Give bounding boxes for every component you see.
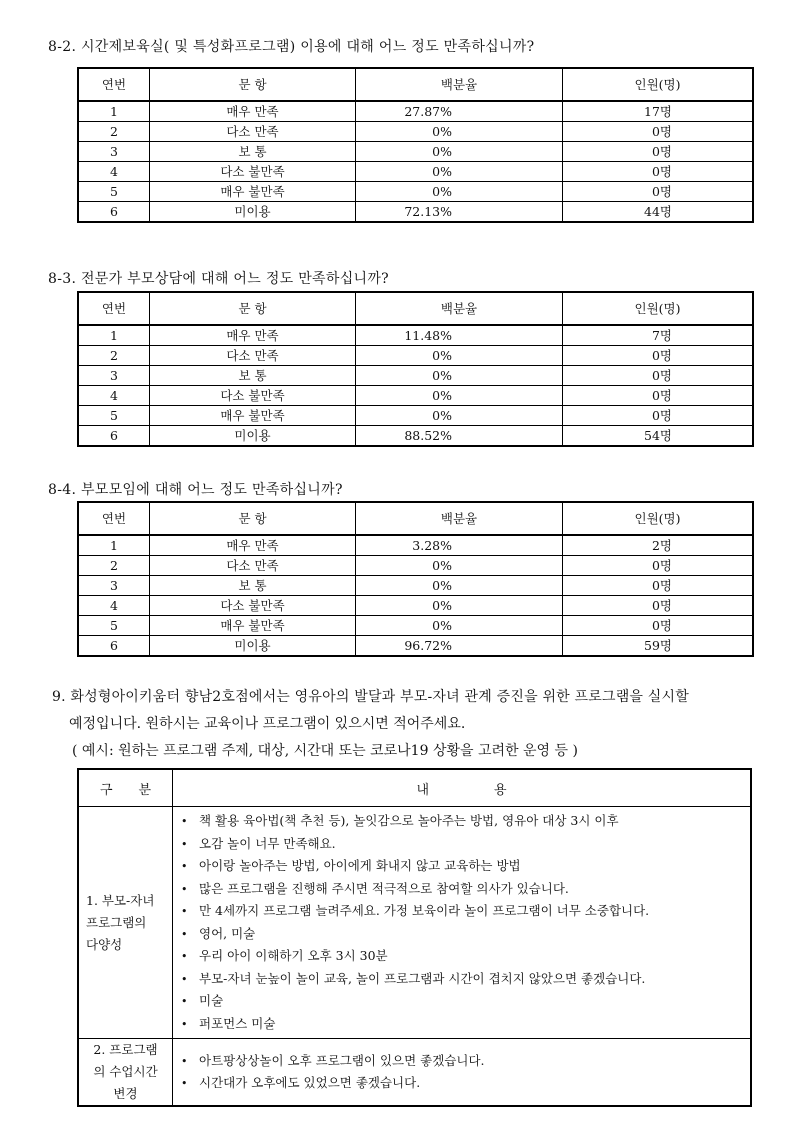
row-label: 매우 불만족 — [150, 616, 356, 636]
row-no: 2 — [78, 122, 150, 142]
bullet-icon: • — [181, 882, 188, 896]
list-item — [181, 855, 750, 878]
section-title-8-3: 8-3. 전문가 부모상담에 대해 어느 정도 만족하십니까? — [48, 271, 389, 287]
table-row — [78, 142, 753, 162]
section-title-8-2: 8-2. 시간제보육실( 및 특성화프로그램) 이용에 대해 어느 정도 만족하십니까? — [48, 39, 535, 55]
header-item: 문 항 — [150, 292, 356, 325]
question-9-line-1: 9. 화성형아이키움터 향남2호점에서는 영유아의 발달과 부모-자녀 관계 증진을 위한 프로그램을 실시할 — [52, 689, 689, 705]
row-percent: 27.87% — [356, 101, 563, 122]
row-no: 1 — [78, 535, 150, 556]
section-title-8-4: 8-4. 부모모임에 대해 어느 정도 만족하십니까? — [48, 482, 343, 498]
survey-table-8-4 — [77, 501, 754, 657]
bullet-icon: • — [181, 927, 188, 941]
question-9 — [52, 684, 772, 765]
row-label: 보 통 — [150, 576, 356, 596]
list-item — [181, 945, 750, 968]
list-item — [181, 833, 750, 856]
list-item — [181, 1013, 750, 1036]
content-cell — [173, 807, 752, 1039]
row-count: 2명 — [563, 535, 754, 556]
row-no: 2 — [78, 556, 150, 576]
table-row — [78, 182, 753, 202]
list-item-text: 아이랑 놀아주는 방법, 아이에게 화내지 않고 교육하는 방법 — [199, 858, 521, 873]
bullet-icon: • — [181, 972, 188, 986]
list-item-text: 많은 프로그램을 진행해 주시면 적극적으로 참여할 의사가 있습니다. — [199, 880, 569, 896]
table-row — [78, 576, 753, 596]
row-count: 17명 — [563, 101, 754, 122]
row-no: 4 — [78, 596, 150, 616]
list-item-text: 퍼포먼스 미술 — [199, 1015, 276, 1031]
row-label: 매우 불만족 — [150, 182, 356, 202]
comment-list — [173, 807, 750, 1038]
category-line: 변경 — [113, 1086, 138, 1101]
row-no: 4 — [78, 386, 150, 406]
list-item-text: 오감 놀이 너무 만족해요. — [199, 835, 336, 851]
row-no: 4 — [78, 162, 150, 182]
category-cell — [78, 807, 173, 1039]
row-label: 보 통 — [150, 366, 356, 386]
row-label: 다소 불만족 — [150, 162, 356, 182]
row-label: 매우 만족 — [150, 535, 356, 556]
row-no: 6 — [78, 636, 150, 657]
table-row — [78, 616, 753, 636]
row-count: 7명 — [563, 325, 754, 346]
row-percent: 0% — [356, 556, 563, 576]
table-row — [78, 406, 753, 426]
survey-table-8-3 — [77, 291, 754, 447]
row-count: 0명 — [563, 122, 754, 142]
row-count: 0명 — [563, 406, 754, 426]
row-percent: 0% — [356, 386, 563, 406]
row-count: 0명 — [563, 556, 754, 576]
row-percent: 0% — [356, 616, 563, 636]
bullet-icon: • — [181, 1054, 188, 1068]
question-9-line-2: 예정입니다. 원하시는 교육이나 프로그램이 있으시면 적어주세요. — [69, 716, 466, 732]
bullet-icon: • — [181, 1017, 188, 1031]
comment-group — [78, 1039, 751, 1107]
category-line: 1. 부모-자녀 — [86, 892, 155, 908]
row-percent: 0% — [356, 576, 563, 596]
row-count: 54명 — [563, 426, 754, 447]
list-item-text: 우리 아이 이해하기 오후 3시 30분 — [199, 948, 388, 963]
bullet-icon: • — [181, 815, 188, 828]
list-item — [181, 1072, 750, 1095]
table-row — [78, 426, 753, 447]
row-label: 매우 만족 — [150, 325, 356, 346]
header-count: 인원(명) — [563, 502, 754, 535]
row-percent: 0% — [356, 406, 563, 426]
row-no: 1 — [78, 101, 150, 122]
row-no: 6 — [78, 202, 150, 223]
list-item-text: 만 4세까지 프로그램 늘려주세요. 가정 보육이라 놀이 프로그램이 너무 소중합니다. — [199, 903, 650, 918]
row-percent: 0% — [356, 142, 563, 162]
header-percent: 백분율 — [356, 502, 563, 535]
table-row — [78, 366, 753, 386]
comment-list — [173, 1047, 750, 1098]
list-item-text: 책 활용 육아법(책 추천 등), 놀잇감으로 놀아주는 방법, 영유아 대상 3시 이후 — [199, 813, 619, 828]
list-item — [181, 968, 750, 991]
list-item — [181, 878, 750, 901]
list-item — [181, 810, 750, 833]
row-label: 다소 만족 — [150, 122, 356, 142]
row-count: 0명 — [563, 182, 754, 202]
bullet-icon: • — [181, 1077, 188, 1090]
header-percent: 백분율 — [356, 68, 563, 101]
row-percent: 0% — [356, 122, 563, 142]
row-no: 1 — [78, 325, 150, 346]
row-count: 0명 — [563, 346, 754, 366]
category-line: 2. 프로그램 — [93, 1042, 158, 1057]
table-header-row — [78, 292, 753, 325]
table-row — [78, 101, 753, 122]
row-label: 다소 불만족 — [150, 596, 356, 616]
category-line: 의 수업시간 — [93, 1064, 158, 1079]
row-label: 매우 만족 — [150, 101, 356, 122]
row-no: 3 — [78, 366, 150, 386]
row-label: 미이용 — [150, 202, 356, 223]
header-item: 문 항 — [150, 502, 356, 535]
table-row — [78, 596, 753, 616]
survey-table-8-2 — [77, 67, 754, 223]
header-content: 내 용 — [173, 769, 752, 807]
header-count: 인원(명) — [563, 292, 754, 325]
row-count: 59명 — [563, 636, 754, 657]
table-row — [78, 202, 753, 223]
category-cell — [78, 1039, 173, 1107]
category-line: 다양성 — [86, 936, 123, 952]
list-item — [181, 900, 750, 923]
row-count: 0명 — [563, 366, 754, 386]
row-label: 다소 불만족 — [150, 386, 356, 406]
comments-table — [77, 768, 752, 1107]
table-header-row — [78, 68, 753, 101]
table-row — [78, 556, 753, 576]
row-label: 매우 불만족 — [150, 406, 356, 426]
row-label: 다소 만족 — [150, 346, 356, 366]
row-label: 미이용 — [150, 636, 356, 657]
bullet-icon: • — [181, 837, 188, 851]
row-count: 44명 — [563, 202, 754, 223]
row-percent: 0% — [356, 366, 563, 386]
header-count: 인원(명) — [563, 68, 754, 101]
row-count: 0명 — [563, 162, 754, 182]
question-9-example: ( 예시: 원하는 프로그램 주제, 대상, 시간대 또는 코로나19 상황을 고려한 운영 등 ) — [72, 743, 578, 759]
row-no: 6 — [78, 426, 150, 447]
row-label: 미이용 — [150, 426, 356, 447]
row-percent: 0% — [356, 346, 563, 366]
comment-group — [78, 807, 751, 1039]
content-cell — [173, 1039, 752, 1107]
list-item-text: 시간대가 오후에도 있었으면 좋겠습니다. — [199, 1075, 421, 1090]
list-item-text: 미술 — [199, 993, 224, 1008]
bullet-icon: • — [181, 905, 188, 918]
table-row — [78, 325, 753, 346]
list-item — [181, 1050, 750, 1073]
table-header-row — [78, 502, 753, 535]
row-count: 0명 — [563, 142, 754, 162]
row-count: 0명 — [563, 596, 754, 616]
row-no: 5 — [78, 406, 150, 426]
row-no: 3 — [78, 142, 150, 162]
list-item-text: 아트팡상상놀이 오후 프로그램이 있으면 좋겠습니다. — [199, 1052, 485, 1068]
row-percent: 3.28% — [356, 535, 563, 556]
category-line: 프로그램의 — [86, 914, 147, 930]
row-percent: 0% — [356, 182, 563, 202]
row-count: 0명 — [563, 386, 754, 406]
row-percent: 72.13% — [356, 202, 563, 223]
table-row — [78, 162, 753, 182]
row-no: 2 — [78, 346, 150, 366]
table-row — [78, 122, 753, 142]
header-no: 연번 — [78, 292, 150, 325]
header-no: 연번 — [78, 502, 150, 535]
bullet-icon: • — [181, 950, 188, 963]
row-percent: 96.72% — [356, 636, 563, 657]
row-no: 3 — [78, 576, 150, 596]
list-item — [181, 923, 750, 946]
table-row — [78, 636, 753, 657]
table-row — [78, 346, 753, 366]
row-no: 5 — [78, 182, 150, 202]
row-label: 다소 만족 — [150, 556, 356, 576]
row-no: 5 — [78, 616, 150, 636]
table-row — [78, 535, 753, 556]
table-row — [78, 386, 753, 406]
table-header-row — [78, 769, 751, 807]
row-label: 보 통 — [150, 142, 356, 162]
list-item-text: 영어, 미술 — [199, 925, 256, 941]
row-count: 0명 — [563, 616, 754, 636]
header-item: 문 항 — [150, 68, 356, 101]
header-category: 구 분 — [78, 769, 173, 807]
row-percent: 88.52% — [356, 426, 563, 447]
bullet-icon: • — [181, 995, 188, 1008]
row-percent: 0% — [356, 596, 563, 616]
bullet-icon: • — [181, 860, 188, 873]
header-percent: 백분율 — [356, 292, 563, 325]
list-item-text: 부모-자녀 눈높이 놀이 교육, 놀이 프로그램과 시간이 겹치지 않았으면 좋겠습니다. — [199, 970, 646, 986]
row-percent: 0% — [356, 162, 563, 182]
row-percent: 11.48% — [356, 325, 563, 346]
list-item — [181, 990, 750, 1013]
header-no: 연번 — [78, 68, 150, 101]
row-count: 0명 — [563, 576, 754, 596]
